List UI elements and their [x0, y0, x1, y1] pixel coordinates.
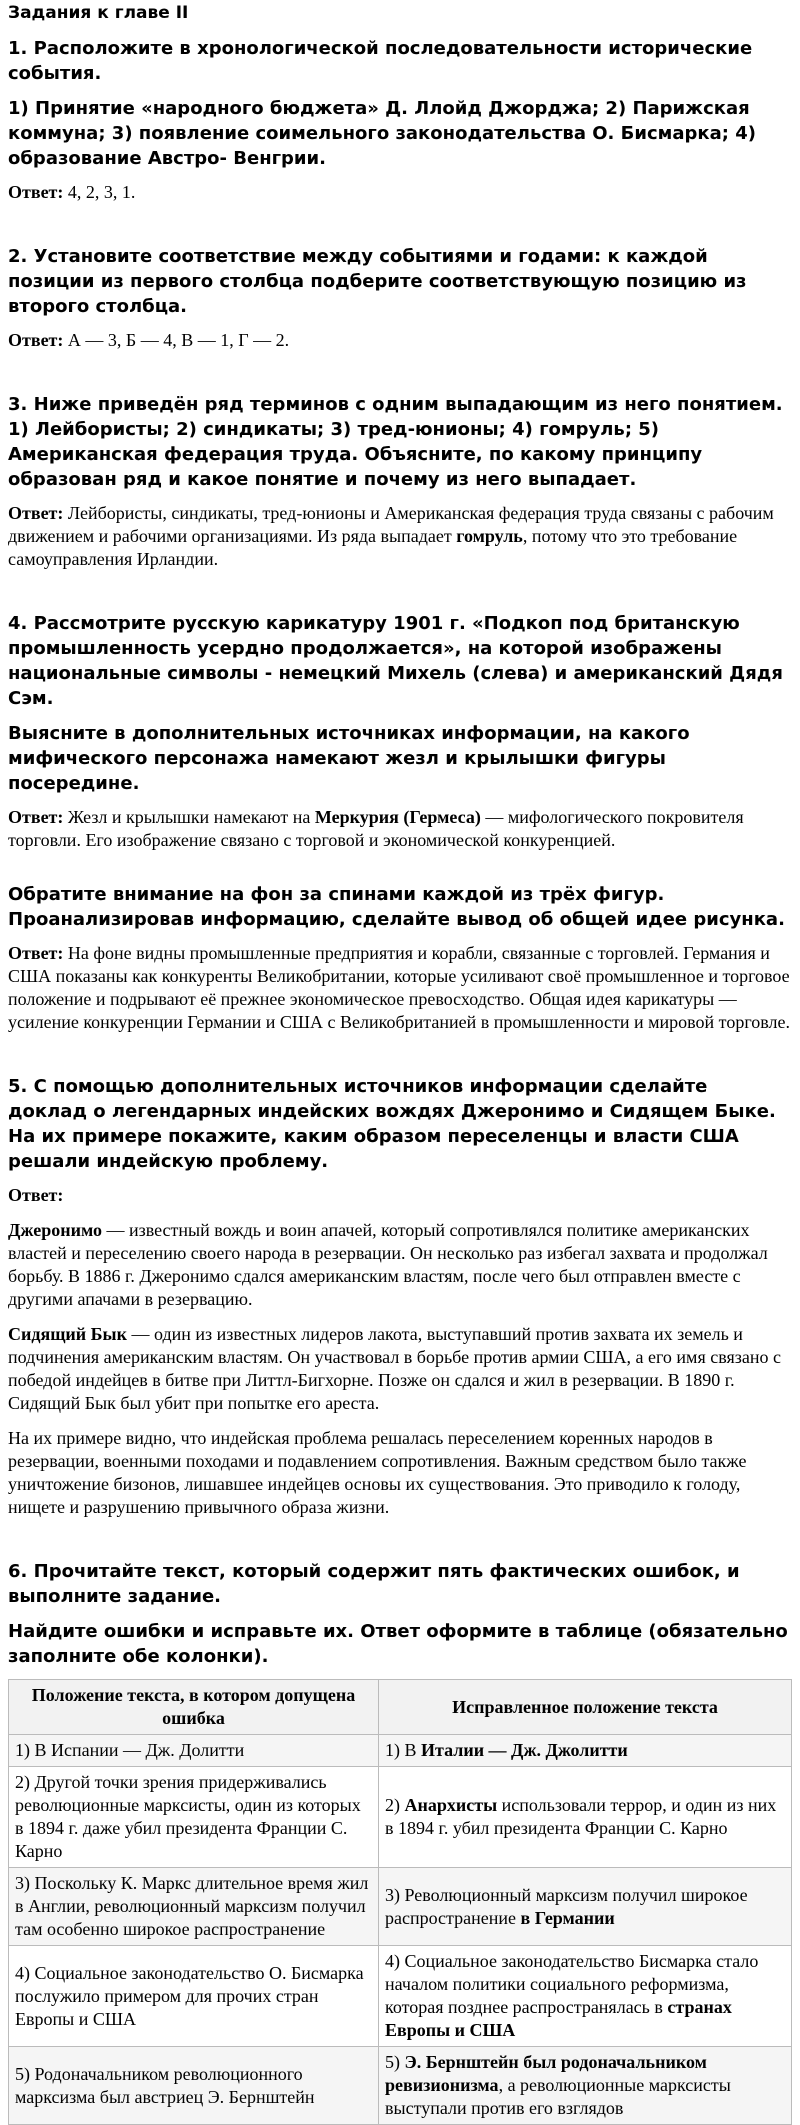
answer-label: Ответ: [8, 807, 64, 827]
table-cell-wrong: 2) Другой точки зрения придерживались революционные марксисты, один из которых в 1894 г. даже убил президента Франции С. Карно [9, 1767, 379, 1868]
task-4-answer-2 [8, 942, 792, 1034]
chapter-title: Задания к главе II [8, 3, 189, 23]
task-4-question-3: Обратите внимание на фон за спинами каждой из трёх фигур. Проанализировав информацию, сделайте вывод об общей идее рисунка. [8, 884, 785, 930]
answer-text: На фоне видны промышленные предприятия и корабли, связанные с торговлей. Германия и США показаны как конкуренты Великобритании, которые усиливают своё промышленное и торговое положение и подрывают её прежнее экономическое превосходство. Общая идея карикатуры — усиление конкуренции Германии и США с Великобританией в промышленности и мировой торговле. [8, 943, 790, 1032]
table-cell-wrong: 5) Родоначальником революционного марксизма был австриец Э. Бернштейн [9, 2047, 379, 2125]
answer-text: — один из известных лидеров лакота, выступавший против захвата их земель и подчинения американским властям. Он участвовал в борьбе против армии США, а его имя связано с победой индейцев в битве при Литтл-Бигхорне. Позже он сдался и жил в резервации. В 1890 г. Сидящий Бык был убит при попытке его ареста. [8, 1324, 781, 1413]
table-cell-fix [379, 1868, 792, 1946]
table-cell-wrong: 3) Поскольку К. Маркс длительное время жил в Англии, революционный марксизм получил там особенно широкое распространение [9, 1868, 379, 1946]
task-1-question: 1. Расположите в хронологической последовательности исторические события. [8, 38, 753, 84]
spacer [8, 864, 792, 882]
cell-text: 3) Революционный марксизм получил широкое распространение [385, 1884, 748, 1928]
table-cell-fix [379, 1946, 792, 2047]
answer-text: Жезл и крылышки намекают на [63, 807, 315, 827]
cell-highlight: Э. Бернштейн был родоначальником ревизионизма [385, 2052, 707, 2095]
task-2-question: 2. Установите соответствие между событиями и годами: к каждой позиции из первого столбца подберите соответствующую позицию из второго столбца. [8, 246, 747, 317]
task-6-question: 6. Прочитайте текст, который содержит пять фактических ошибок, и выполните задание. [8, 1561, 740, 1607]
answer-highlight: Сидящий Бык [8, 1324, 127, 1344]
errors-table [8, 1679, 792, 2125]
task-5-paragraph-1 [8, 1219, 792, 1311]
cell-text: 5) [385, 2052, 405, 2072]
task-4-answer [8, 806, 792, 852]
table-header-row [9, 1680, 792, 1735]
answer-text: 4, 2, 3, 1. [63, 182, 136, 202]
table-cell-fix [379, 2047, 792, 2125]
task-5-question: 5. С помощью дополнительных источников информации сделайте доклад о легендарных индейских вождях Джеронимо и Сидящем Быке. На их примере покажите, каким образом переселенцы и власти США решали индейскую проблему. [8, 1076, 776, 1172]
answer-text: — известный вождь и воин апачей, который сопротивлялся политике американских властей и переселению своего народа в резервации. Он несколько раз избегал захвата и продолжал борьбу. В 1886 г. Джеронимо сдался американским властям, после чего был отправлен вместе с другими апачами в резервацию. [8, 1220, 768, 1309]
task-6-question-2: Найдите ошибки и исправьте их. Ответ оформите в таблице (обязательно заполните обе колонки). [8, 1621, 788, 1667]
cell-text: 4) Социальное законодательство Бисмарка стало началом политики социального реформизма, которая позднее распространялась в [385, 1951, 759, 2017]
table-row [9, 2047, 792, 2125]
cell-text: 2) [385, 1795, 405, 1815]
task-5-answer-label [8, 1184, 792, 1207]
answer-highlight: гомруль [456, 526, 523, 546]
table-row [9, 1868, 792, 1946]
answer-text: А — 3, Б — 4, В — 1, Г — 2. [63, 330, 290, 350]
spacer [8, 216, 792, 244]
answer-label: Ответ: [8, 330, 64, 350]
answer-text: , потому что это требование самоуправления Ирландии. [8, 526, 738, 569]
table-row [9, 1735, 792, 1767]
table-row [9, 1767, 792, 1868]
task-5-paragraph-3: На их примере видно, что индейская проблема решалась переселением коренных народов в резервации, военными походами и подавлением сопротивления. Важным средством было также уничтожение бизонов, лишавшее индейцев основы их существования. Это приводило к голоду, нищете и разрушению привычного образа жизни. [8, 1428, 747, 1517]
table-header-fix: Исправленное положение текста [379, 1680, 792, 1735]
answer-label: Ответ: [8, 503, 64, 523]
answer-label: Ответ: [8, 182, 64, 202]
task-3-answer [8, 502, 792, 571]
task-1-items: 1) Принятие «народного бюджета» Д. Ллойд Джорджа; 2) Парижская коммуна; 3) появление соимельного законодательства О. Бисмарка; 4) образование Австро- Венгрии. [8, 98, 756, 169]
answer-text: — мифологического покровителя торговли. Его изображение связано с торговой и экономической конкуренцией. [8, 807, 744, 850]
task-3-question: 3. Ниже приведён ряд терминов с одним выпадающим из него понятием. 1) Лейбористы; 2) синдикаты; 3) тред-юнионы; 4) гомруль; 5) Американская федерация труда. Объясните, по какому принципу образован ряд и какое понятие и почему из него выпадает. [8, 394, 783, 490]
spacer [8, 1531, 792, 1559]
table-cell-wrong: 1) В Испании — Дж. Долитти [9, 1735, 379, 1767]
spacer [8, 364, 792, 392]
task-5-paragraph-2 [8, 1323, 792, 1415]
task-1-answer [8, 181, 792, 204]
cell-highlight: странах Европы и США [385, 1997, 732, 2040]
spacer [8, 583, 792, 611]
answer-label: Ответ: [8, 943, 64, 963]
task-4-question: 4. Рассмотрите русскую карикатуру 1901 г. «Подкоп под британскую промышленность усердно продолжается», на которой изображены национальные символы - немецкий Михель (слева) и американский Дядя Сэм. [8, 613, 783, 709]
spacer [8, 1046, 792, 1074]
table-cell-wrong: 4) Социальное законодательство О. Бисмарка послужило примером для прочих стран Европы и США [9, 1946, 379, 2047]
cell-text: 1) В [385, 1740, 421, 1760]
task-2-answer [8, 329, 792, 352]
answer-text: Лейбористы, синдикаты, тред-юнионы и Американская федерация труда связаны с рабочим движением и рабочими организациями. Из ряда выпадает [8, 503, 774, 546]
answer-highlight: Джеронимо [8, 1220, 102, 1240]
cell-text: , а революционные марксисты выступали против его взглядов [385, 2075, 731, 2118]
cell-text: использовали террор, и один из них в 1894 г. убил президента Франции С. Карно [385, 1795, 777, 1838]
answer-label: Ответ: [8, 1185, 64, 1205]
table-cell-fix [379, 1735, 792, 1767]
cell-highlight: Анархисты [404, 1795, 498, 1815]
table-header-wrong: Положение текста, в котором допущена ошибка [9, 1680, 379, 1735]
table-cell-fix [379, 1767, 792, 1868]
answer-highlight: Меркурия (Гермеса) [314, 807, 481, 827]
cell-highlight: Италии — Дж. Джолитти [421, 1740, 628, 1760]
task-4-question-2: Выясните в дополнительных источниках информации, на какого мифического персонажа намекают жезл и крылышки фигуры посередине. [8, 723, 690, 794]
cell-highlight: в Германии [520, 1907, 615, 1928]
table-row [9, 1946, 792, 2047]
